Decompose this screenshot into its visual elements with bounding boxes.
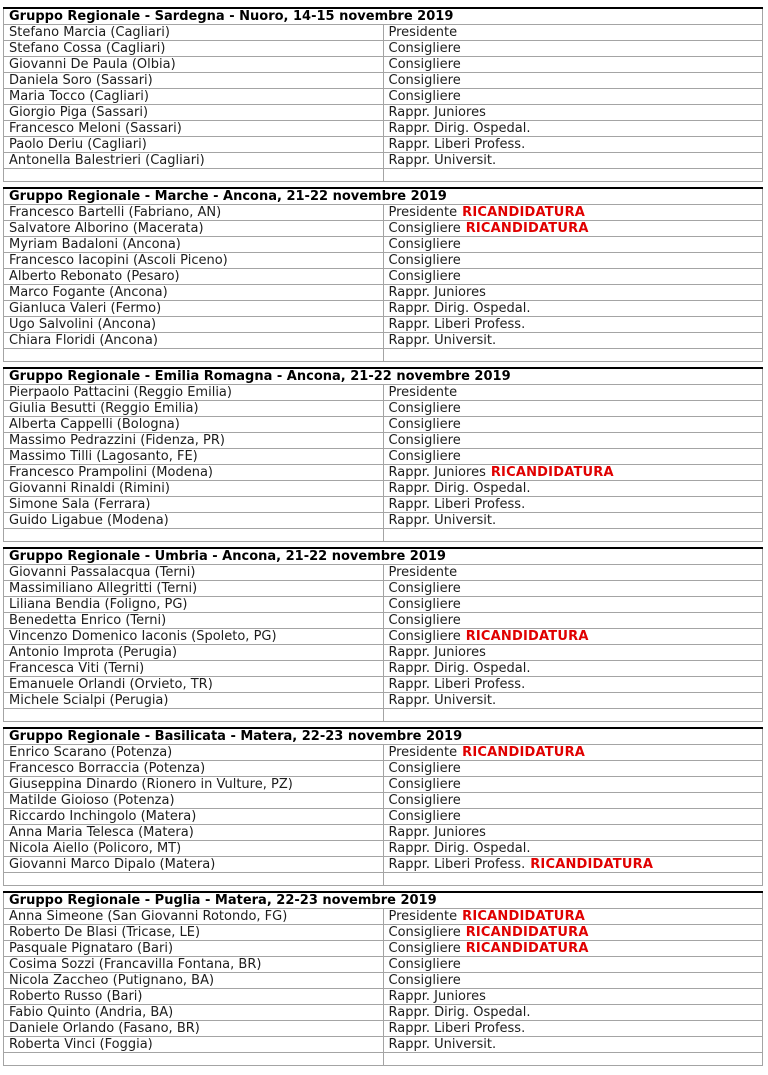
- role-label: Consigliere: [388, 809, 461, 824]
- member-role: [383, 417, 763, 433]
- member-role: [383, 385, 763, 401]
- role-label: Rappr. Juniores: [388, 825, 486, 840]
- table-row: [4, 401, 763, 417]
- table-row: [4, 645, 763, 661]
- role-label: Rappr. Universit.: [388, 693, 497, 708]
- member-role: [383, 105, 763, 121]
- member-name: Matilde Gioioso (Potenza): [4, 793, 384, 809]
- empty-role-cell: [383, 709, 763, 722]
- group-title: Gruppo Regionale - Basilicata - Matera, 22-23 novembre 2019: [4, 728, 763, 745]
- table-row: [4, 449, 763, 465]
- member-role: [383, 793, 763, 809]
- role-label: Presidente: [388, 205, 458, 220]
- table-row: [4, 941, 763, 957]
- role-label: Rappr. Juniores: [388, 285, 486, 300]
- member-role: [383, 333, 763, 349]
- role-label: Presidente: [388, 565, 458, 580]
- role-label: Presidente: [388, 25, 458, 40]
- regional-group-table-2: [3, 367, 763, 542]
- member-name: Giulia Besutti (Reggio Emilia): [4, 401, 384, 417]
- role-label: Rappr. Universit.: [388, 513, 497, 528]
- role-label: Consigliere: [388, 41, 461, 56]
- role-label: Rappr. Liberi Profess.: [388, 677, 526, 692]
- empty-role-cell: [383, 873, 763, 886]
- member-name: Cosima Sozzi (Francavilla Fontana, BR): [4, 957, 384, 973]
- table-row: [4, 465, 763, 481]
- table-row: [4, 825, 763, 841]
- member-name: Riccardo Inchingolo (Matera): [4, 809, 384, 825]
- role-label: Consigliere: [388, 629, 461, 644]
- empty-name-cell: [4, 873, 384, 886]
- role-label: Rappr. Dirig. Ospedal.: [388, 841, 531, 856]
- member-name: Antonio Improta (Perugia): [4, 645, 384, 661]
- member-name: Emanuele Orlandi (Orvieto, TR): [4, 677, 384, 693]
- ricandidatura-badge: RICANDIDATURA: [465, 221, 589, 236]
- table-header-row: [4, 728, 763, 745]
- table-row: [4, 1037, 763, 1053]
- member-role: [383, 121, 763, 137]
- member-name: Simone Sala (Ferrara): [4, 497, 384, 513]
- table-empty-row: [4, 169, 763, 182]
- member-name: Francesco Meloni (Sassari): [4, 121, 384, 137]
- role-label: Rappr. Liberi Profess.: [388, 137, 526, 152]
- role-label: Rappr. Juniores: [388, 989, 486, 1004]
- table-row: [4, 417, 763, 433]
- role-label: Consigliere: [388, 597, 461, 612]
- role-label: Rappr. Juniores: [388, 465, 486, 480]
- empty-role-cell: [383, 349, 763, 362]
- member-name: Giovanni Passalacqua (Terni): [4, 565, 384, 581]
- table-row: [4, 793, 763, 809]
- member-name: Francesco Iacopini (Ascoli Piceno): [4, 253, 384, 269]
- group-title: Gruppo Regionale - Umbria - Ancona, 21-22 novembre 2019: [4, 548, 763, 565]
- table-row: [4, 1021, 763, 1037]
- member-role: [383, 269, 763, 285]
- table-row: [4, 1005, 763, 1021]
- role-label: Rappr. Universit.: [388, 333, 497, 348]
- member-name: Myriam Badaloni (Ancona): [4, 237, 384, 253]
- role-label: Rappr. Dirig. Ospedal.: [388, 301, 531, 316]
- role-label: Rappr. Universit.: [388, 153, 497, 168]
- table-row: [4, 677, 763, 693]
- table-row: [4, 581, 763, 597]
- table-row: [4, 745, 763, 761]
- role-label: Rappr. Dirig. Ospedal.: [388, 481, 531, 496]
- member-role: [383, 613, 763, 629]
- role-label: Consigliere: [388, 925, 461, 940]
- member-role: [383, 857, 763, 873]
- member-role: [383, 1005, 763, 1021]
- ricandidatura-badge: RICANDIDATURA: [462, 909, 586, 924]
- member-role: [383, 153, 763, 169]
- table-row: [4, 205, 763, 221]
- table-row: [4, 597, 763, 613]
- role-label: Presidente: [388, 909, 458, 924]
- table-row: [4, 497, 763, 513]
- table-row: [4, 925, 763, 941]
- ricandidatura-badge: RICANDIDATURA: [462, 745, 586, 760]
- member-role: [383, 693, 763, 709]
- table-row: [4, 153, 763, 169]
- table-row: [4, 73, 763, 89]
- member-role: [383, 25, 763, 41]
- member-name: Daniele Orlando (Fasano, BR): [4, 1021, 384, 1037]
- table-row: [4, 613, 763, 629]
- ricandidatura-badge: RICANDIDATURA: [465, 629, 589, 644]
- table-row: [4, 513, 763, 529]
- table-row: [4, 333, 763, 349]
- table-row: [4, 253, 763, 269]
- member-role: [383, 645, 763, 661]
- role-label: Rappr. Dirig. Ospedal.: [388, 121, 531, 136]
- member-name: Marco Fogante (Ancona): [4, 285, 384, 301]
- role-label: Consigliere: [388, 957, 461, 972]
- table-row: [4, 317, 763, 333]
- member-role: [383, 205, 763, 221]
- table-row: [4, 285, 763, 301]
- member-name: Daniela Soro (Sassari): [4, 73, 384, 89]
- table-header-row: [4, 8, 763, 25]
- member-name: Anna Simeone (San Giovanni Rotondo, FG): [4, 909, 384, 925]
- table-row: [4, 565, 763, 581]
- group-title: Gruppo Regionale - Marche - Ancona, 21-22 novembre 2019: [4, 188, 763, 205]
- member-name: Francesca Viti (Terni): [4, 661, 384, 677]
- member-name: Massimo Pedrazzini (Fidenza, PR): [4, 433, 384, 449]
- table-row: [4, 841, 763, 857]
- member-role: [383, 465, 763, 481]
- member-role: [383, 449, 763, 465]
- empty-name-cell: [4, 529, 384, 542]
- role-label: Consigliere: [388, 89, 461, 104]
- role-label: Rappr. Dirig. Ospedal.: [388, 661, 531, 676]
- member-name: Massimiliano Allegritti (Terni): [4, 581, 384, 597]
- table-row: [4, 693, 763, 709]
- member-role: [383, 73, 763, 89]
- member-role: [383, 661, 763, 677]
- member-role: [383, 253, 763, 269]
- member-role: [383, 825, 763, 841]
- empty-name-cell: [4, 349, 384, 362]
- empty-role-cell: [383, 529, 763, 542]
- member-role: [383, 925, 763, 941]
- table-header-row: [4, 368, 763, 385]
- role-label: Consigliere: [388, 253, 461, 268]
- table-row: [4, 301, 763, 317]
- table-row: [4, 973, 763, 989]
- table-empty-row: [4, 1053, 763, 1066]
- member-role: [383, 957, 763, 973]
- table-row: [4, 777, 763, 793]
- table-row: [4, 25, 763, 41]
- member-role: [383, 1037, 763, 1053]
- role-label: Consigliere: [388, 941, 461, 956]
- empty-role-cell: [383, 169, 763, 182]
- table-empty-row: [4, 529, 763, 542]
- member-name: Paolo Deriu (Cagliari): [4, 137, 384, 153]
- member-name: Antonella Balestrieri (Cagliari): [4, 153, 384, 169]
- table-row: [4, 661, 763, 677]
- member-role: [383, 237, 763, 253]
- role-label: Consigliere: [388, 237, 461, 252]
- table-row: [4, 857, 763, 873]
- group-title: Gruppo Regionale - Emilia Romagna - Ancona, 21-22 novembre 2019: [4, 368, 763, 385]
- role-label: Consigliere: [388, 777, 461, 792]
- role-label: Rappr. Liberi Profess.: [388, 1021, 526, 1036]
- member-role: [383, 841, 763, 857]
- ricandidatura-badge: RICANDIDATURA: [465, 941, 589, 956]
- member-role: [383, 89, 763, 105]
- empty-name-cell: [4, 1053, 384, 1066]
- role-label: Consigliere: [388, 57, 461, 72]
- member-role: [383, 973, 763, 989]
- member-name: Chiara Floridi (Ancona): [4, 333, 384, 349]
- role-label: Consigliere: [388, 269, 461, 284]
- member-name: Massimo Tilli (Lagosanto, FE): [4, 449, 384, 465]
- role-label: Consigliere: [388, 613, 461, 628]
- member-role: [383, 137, 763, 153]
- role-label: Presidente: [388, 745, 458, 760]
- member-name: Ugo Salvolini (Ancona): [4, 317, 384, 333]
- regional-group-table-3: [3, 547, 763, 722]
- member-role: [383, 41, 763, 57]
- member-name: Alberto Rebonato (Pesaro): [4, 269, 384, 285]
- table-header-row: [4, 548, 763, 565]
- member-role: [383, 629, 763, 645]
- member-name: Vincenzo Domenico Iaconis (Spoleto, PG): [4, 629, 384, 645]
- role-label: Rappr. Juniores: [388, 645, 486, 660]
- member-role: [383, 677, 763, 693]
- role-label: Consigliere: [388, 793, 461, 808]
- role-label: Rappr. Liberi Profess.: [388, 497, 526, 512]
- member-name: Nicola Zaccheo (Putignano, BA): [4, 973, 384, 989]
- role-label: Consigliere: [388, 449, 461, 464]
- member-name: Maria Tocco (Cagliari): [4, 89, 384, 105]
- table-row: [4, 269, 763, 285]
- table-row: [4, 385, 763, 401]
- regional-group-table-5: [3, 891, 763, 1066]
- empty-name-cell: [4, 169, 384, 182]
- member-name: Francesco Prampolini (Modena): [4, 465, 384, 481]
- member-role: [383, 809, 763, 825]
- member-name: Alberta Cappelli (Bologna): [4, 417, 384, 433]
- role-label: Consigliere: [388, 761, 461, 776]
- table-header-row: [4, 892, 763, 909]
- table-empty-row: [4, 709, 763, 722]
- group-title: Gruppo Regionale - Sardegna - Nuoro, 14-15 novembre 2019: [4, 8, 763, 25]
- member-role: [383, 777, 763, 793]
- member-role: [383, 57, 763, 73]
- role-label: Consigliere: [388, 973, 461, 988]
- member-name: Pasquale Pignataro (Bari): [4, 941, 384, 957]
- member-role: [383, 481, 763, 497]
- role-label: Consigliere: [388, 417, 461, 432]
- member-name: Giovanni Marco Dipalo (Matera): [4, 857, 384, 873]
- table-header-row: [4, 188, 763, 205]
- regional-group-table-1: [3, 187, 763, 362]
- role-label: Consigliere: [388, 221, 461, 236]
- member-role: [383, 301, 763, 317]
- member-name: Giovanni De Paula (Olbia): [4, 57, 384, 73]
- ricandidatura-badge: RICANDIDATURA: [462, 205, 586, 220]
- member-name: Francesco Bartelli (Fabriano, AN): [4, 205, 384, 221]
- table-row: [4, 481, 763, 497]
- table-row: [4, 809, 763, 825]
- member-name: Liliana Bendia (Foligno, PG): [4, 597, 384, 613]
- member-role: [383, 1021, 763, 1037]
- member-name: Roberto Russo (Bari): [4, 989, 384, 1005]
- member-name: Stefano Cossa (Cagliari): [4, 41, 384, 57]
- group-title: Gruppo Regionale - Puglia - Matera, 22-23 novembre 2019: [4, 892, 763, 909]
- member-role: [383, 909, 763, 925]
- member-name: Enrico Scarano (Potenza): [4, 745, 384, 761]
- member-name: Gianluca Valeri (Fermo): [4, 301, 384, 317]
- member-name: Benedetta Enrico (Terni): [4, 613, 384, 629]
- member-role: [383, 941, 763, 957]
- member-name: Anna Maria Telesca (Matera): [4, 825, 384, 841]
- role-label: Rappr. Universit.: [388, 1037, 497, 1052]
- member-name: Guido Ligabue (Modena): [4, 513, 384, 529]
- member-name: Stefano Marcia (Cagliari): [4, 25, 384, 41]
- member-name: Francesco Borraccia (Potenza): [4, 761, 384, 777]
- role-label: Consigliere: [388, 581, 461, 596]
- member-name: Salvatore Alborino (Macerata): [4, 221, 384, 237]
- member-role: [383, 597, 763, 613]
- member-name: Giorgio Piga (Sassari): [4, 105, 384, 121]
- role-label: Rappr. Juniores: [388, 105, 486, 120]
- member-name: Roberto De Blasi (Tricase, LE): [4, 925, 384, 941]
- table-row: [4, 989, 763, 1005]
- member-role: [383, 221, 763, 237]
- table-row: [4, 957, 763, 973]
- member-role: [383, 565, 763, 581]
- table-row: [4, 221, 763, 237]
- role-label: Rappr. Liberi Profess.: [388, 317, 526, 332]
- ricandidatura-badge: RICANDIDATURA: [465, 925, 589, 940]
- table-row: [4, 57, 763, 73]
- table-row: [4, 433, 763, 449]
- regional-group-table-0: [3, 7, 763, 182]
- table-row: [4, 137, 763, 153]
- table-empty-row: [4, 873, 763, 886]
- table-row: [4, 761, 763, 777]
- role-label: Consigliere: [388, 433, 461, 448]
- role-label: Rappr. Dirig. Ospedal.: [388, 1005, 531, 1020]
- member-role: [383, 285, 763, 301]
- role-label: Consigliere: [388, 73, 461, 88]
- member-role: [383, 745, 763, 761]
- regional-group-table-4: [3, 727, 763, 886]
- member-name: Fabio Quinto (Andria, BA): [4, 1005, 384, 1021]
- ricandidatura-badge: RICANDIDATURA: [530, 857, 654, 872]
- member-role: [383, 497, 763, 513]
- member-role: [383, 317, 763, 333]
- table-row: [4, 89, 763, 105]
- member-role: [383, 513, 763, 529]
- member-role: [383, 989, 763, 1005]
- role-label: Consigliere: [388, 401, 461, 416]
- role-label: Rappr. Liberi Profess.: [388, 857, 526, 872]
- member-name: Michele Scialpi (Perugia): [4, 693, 384, 709]
- member-name: Pierpaolo Pattacini (Reggio Emilia): [4, 385, 384, 401]
- empty-role-cell: [383, 1053, 763, 1066]
- table-empty-row: [4, 349, 763, 362]
- table-row: [4, 105, 763, 121]
- member-name: Nicola Aiello (Policoro, MT): [4, 841, 384, 857]
- regional-groups-list: [3, 7, 763, 1066]
- member-name: Giuseppina Dinardo (Rionero in Vulture, PZ): [4, 777, 384, 793]
- table-row: [4, 121, 763, 137]
- table-row: [4, 41, 763, 57]
- member-role: [383, 761, 763, 777]
- ricandidatura-badge: RICANDIDATURA: [490, 465, 614, 480]
- member-role: [383, 581, 763, 597]
- table-row: [4, 237, 763, 253]
- role-label: Presidente: [388, 385, 458, 400]
- member-name: Roberta Vinci (Foggia): [4, 1037, 384, 1053]
- member-name: Giovanni Rinaldi (Rimini): [4, 481, 384, 497]
- member-role: [383, 433, 763, 449]
- table-row: [4, 909, 763, 925]
- empty-name-cell: [4, 709, 384, 722]
- member-role: [383, 401, 763, 417]
- table-row: [4, 629, 763, 645]
